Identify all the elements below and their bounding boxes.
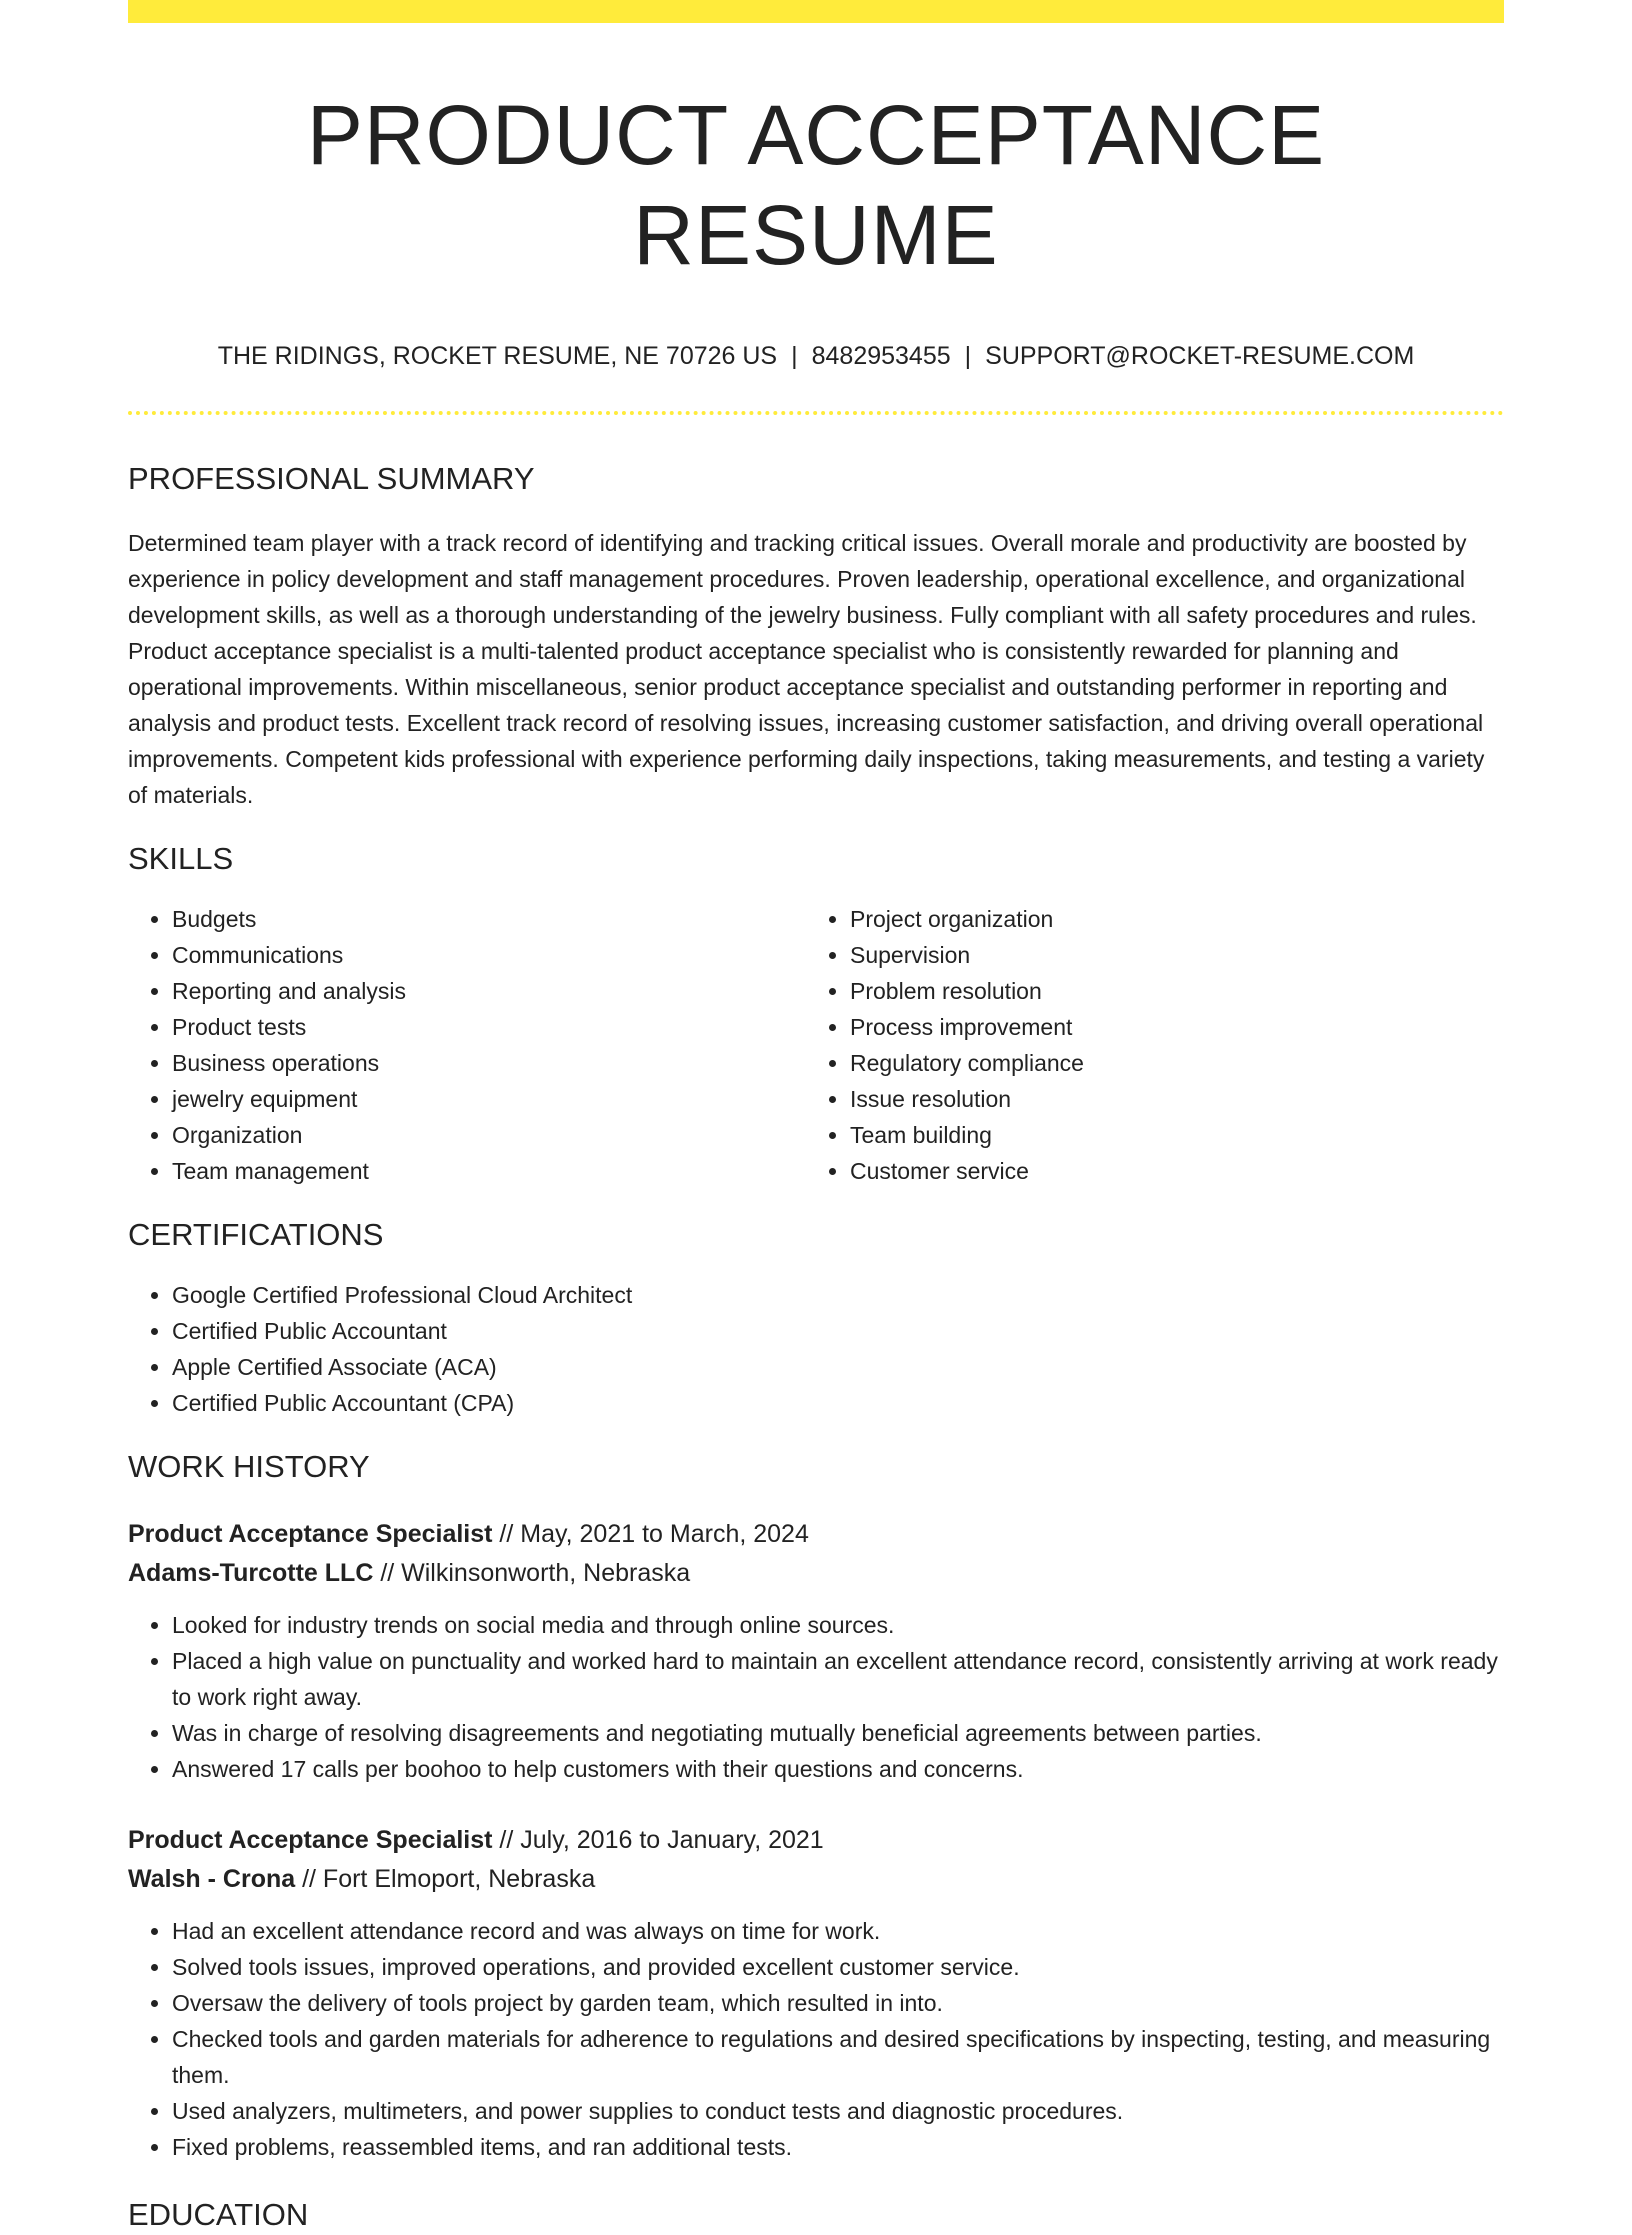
job-duty-item: • Answered 17 calls per boohoo to help customers with their questions and concerns. bbox=[172, 1751, 1504, 1787]
skills-column-left bbox=[128, 901, 806, 1189]
resume-page bbox=[128, 0, 1504, 2235]
section-heading-skills: SKILLS bbox=[128, 841, 234, 876]
skills-list-right bbox=[806, 901, 1484, 1189]
top-accent-bar bbox=[128, 0, 1504, 23]
contact-email: SUPPORT@ROCKET-RESUME.COM bbox=[985, 342, 1415, 370]
job-dates: // May, 2021 to March, 2024 bbox=[492, 1520, 809, 1548]
certification-item: • Apple Certified Associate (ACA) bbox=[172, 1349, 1504, 1385]
summary-text: Determined team player with a track record of identifying and tracking critical issues. Overall morale and productivity are boosted by experience in policy development and staff management procedures. Proven leadership, operational excellence, and organizational development skills, as well as a thorough understanding of the jewelry business. Fully compliant with all safety procedures and rules. Product acceptance specialist is a multi-talented product acceptance specialist who is consistently rewarded for planning and operational improvements. Within miscellaneous, senior product acceptance specialist and outstanding performer in reporting and analysis and product tests. Excellent track record of resolving issues, increasing customer satisfaction, and driving overall operational improvements. Competent kids professional with experience performing daily inspections, taking measurements, and testing a variety of materials. bbox=[128, 530, 1485, 808]
skill-item: • Communications bbox=[172, 937, 806, 973]
skill-item: • Organization bbox=[172, 1117, 806, 1153]
section-heading-education: EDUCATION bbox=[128, 2197, 309, 2232]
section-heading-summary: PROFESSIONAL SUMMARY bbox=[128, 461, 535, 496]
job-company: Walsh - Crona bbox=[128, 1865, 296, 1893]
job-location: // Wilkinsonworth, Nebraska bbox=[373, 1559, 691, 1587]
work-history-section bbox=[128, 1447, 1504, 2165]
job-duty-item: • Used analyzers, multimeters, and power supplies to conduct tests and diagnostic procedures. bbox=[172, 2093, 1504, 2129]
skill-item: • Project organization bbox=[850, 901, 1484, 937]
job-duty-item: • Placed a high value on punctuality and worked hard to maintain an excellent attendance record, consistently arriving at work ready to work right away. bbox=[172, 1643, 1504, 1715]
skill-item: • Reporting and analysis bbox=[172, 973, 806, 1009]
job-duties-list bbox=[128, 1607, 1504, 1787]
dotted-divider bbox=[128, 411, 1504, 415]
job-duty-item: • Looked for industry trends on social media and through online sources. bbox=[172, 1607, 1504, 1643]
skill-item: • Budgets bbox=[172, 901, 806, 937]
job-duty-item: • Had an excellent attendance record and was always on time for work. bbox=[172, 1913, 1504, 1949]
certification-item: • Google Certified Professional Cloud Architect bbox=[172, 1277, 1504, 1313]
skill-item: • Customer service bbox=[850, 1153, 1484, 1189]
job-title: Product Acceptance Specialist bbox=[128, 1520, 493, 1548]
job-company-line bbox=[128, 1554, 1504, 1593]
skills-section bbox=[128, 839, 1504, 1189]
skill-item: • Product tests bbox=[172, 1009, 806, 1045]
resume-title: PRODUCT ACCEPTANCE RESUME bbox=[306, 88, 1326, 282]
skill-item: • Business operations bbox=[172, 1045, 806, 1081]
contact-separator: | bbox=[791, 342, 798, 370]
skills-list-left bbox=[128, 901, 806, 1189]
section-heading-certifications: CERTIFICATIONS bbox=[128, 1217, 384, 1252]
skill-item: • Team building bbox=[850, 1117, 1484, 1153]
contact-separator: | bbox=[964, 342, 972, 370]
job-title: Product Acceptance Specialist bbox=[128, 1826, 493, 1854]
skills-grid bbox=[128, 901, 1504, 1189]
skills-column-right bbox=[806, 901, 1484, 1189]
job-title-line bbox=[128, 1515, 1504, 1554]
professional-summary-section bbox=[128, 459, 1504, 813]
job-company: Adams-Turcotte LLC bbox=[128, 1559, 374, 1587]
certifications-section bbox=[128, 1215, 1504, 1421]
certification-item: • Certified Public Accountant bbox=[172, 1313, 1504, 1349]
skill-item: • Supervision bbox=[850, 937, 1484, 973]
section-heading-work-history: WORK HISTORY bbox=[128, 1449, 370, 1484]
job-duty-item: • Solved tools issues, improved operations, and provided excellent customer service. bbox=[172, 1949, 1504, 1985]
job-duty-item: • Was in charge of resolving disagreements and negotiating mutually beneficial agreements between parties. bbox=[172, 1715, 1504, 1751]
skill-item: • Process improvement bbox=[850, 1009, 1484, 1045]
contact-address: THE RIDINGS, ROCKET RESUME, NE 70726 US bbox=[217, 342, 778, 370]
job-duty-item: • Checked tools and garden materials for adherence to regulations and desired specifications by inspecting, testing, and measuring them. bbox=[172, 2021, 1504, 2093]
job-entry bbox=[128, 1515, 1504, 1787]
job-duty-item: • Fixed problems, reassembled items, and ran additional tests. bbox=[172, 2129, 1504, 2165]
skill-item: • Issue resolution bbox=[850, 1081, 1484, 1117]
certification-item: • Certified Public Accountant (CPA) bbox=[172, 1385, 1504, 1421]
skill-item: • Regulatory compliance bbox=[850, 1045, 1484, 1081]
job-location: // Fort Elmoport, Nebraska bbox=[295, 1865, 596, 1893]
job-company-line bbox=[128, 1860, 1504, 1899]
job-entry bbox=[128, 1821, 1504, 2165]
certifications-list bbox=[128, 1277, 1504, 1421]
skill-item: • Problem resolution bbox=[850, 973, 1484, 1009]
job-dates: // July, 2016 to January, 2021 bbox=[492, 1826, 824, 1854]
job-duties-list bbox=[128, 1913, 1504, 2165]
skill-item: • Team management bbox=[172, 1153, 806, 1189]
job-title-line bbox=[128, 1821, 1504, 1860]
education-section bbox=[128, 2195, 1504, 2235]
skill-item: • jewelry equipment bbox=[172, 1081, 806, 1117]
contact-line bbox=[128, 341, 1504, 371]
job-duty-item: • Oversaw the delivery of tools project by garden team, which resulted in into. bbox=[172, 1985, 1504, 2021]
contact-phone: 8482953455 bbox=[811, 342, 951, 370]
